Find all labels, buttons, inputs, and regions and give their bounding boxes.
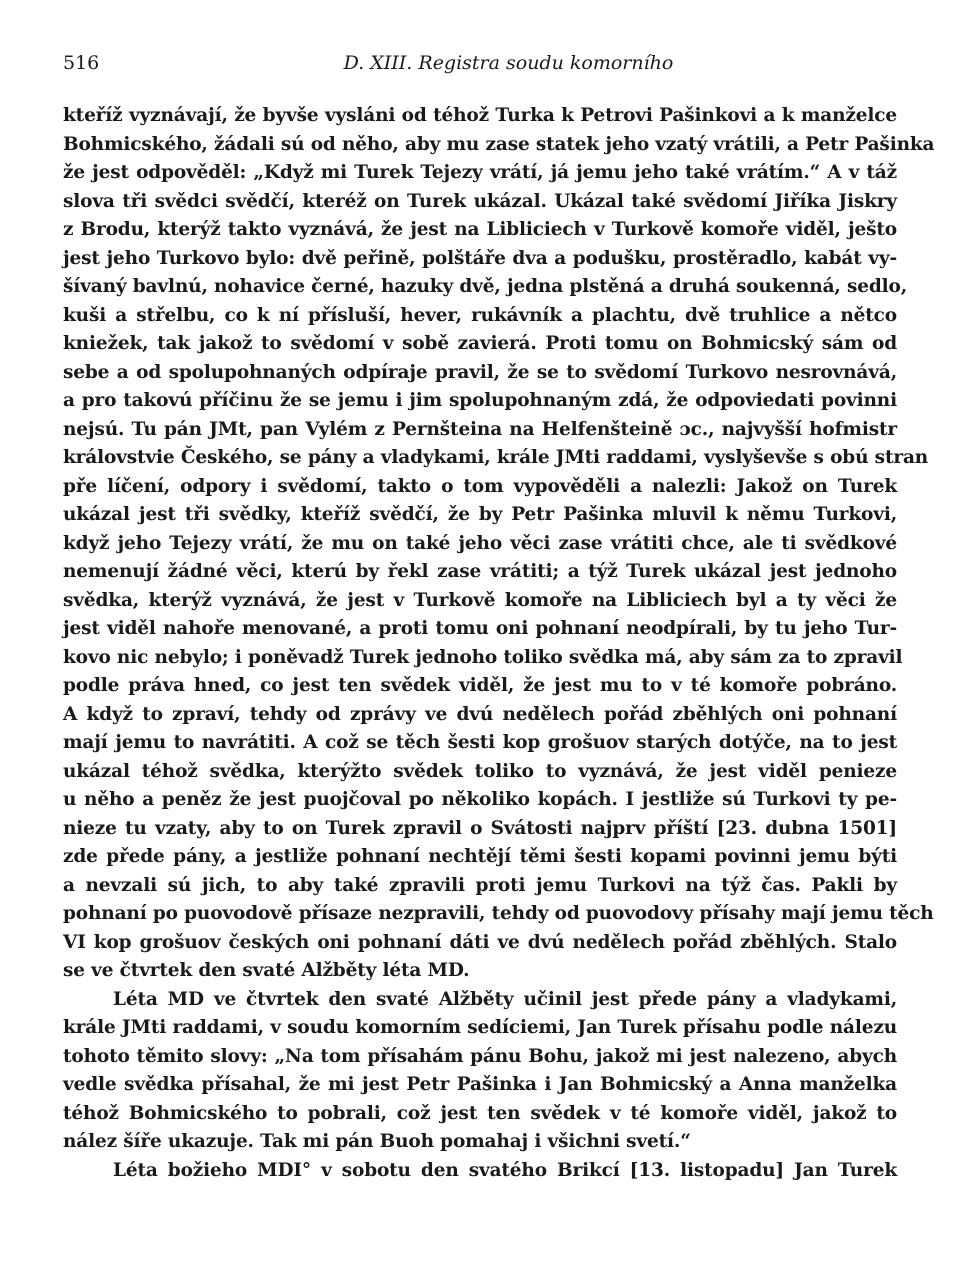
- text-line: nemenují žádné věci, kterú by řekl zase vrátiti; a týž Turek ukázal jest jednoho: [63, 561, 897, 582]
- text-line: královstvie Českého, se pány a vladykami, krále JMti raddami, vyslyševše s obú stran: [63, 447, 929, 468]
- text-line: krále JMti raddami, v soudu komorním sedíciemi, Jan Turek přísahu podle nálezu: [63, 1017, 897, 1038]
- page-header: [63, 52, 894, 82]
- body-text: [63, 102, 935, 1185]
- text-line: pohnaní po puovodově přísaze nezpravili, tehdy od puovodovy přísahy mají jemu těch: [63, 903, 934, 924]
- text-line-paragraph-start: Léta božieho MDI° v sobotu den svatého Brikcí [13. listopadu] Jan Turek: [113, 1159, 897, 1181]
- text-line: vedle svědka přísahal, že mi jest Petr Pašinka i Jan Bohmicský a Anna manželka: [63, 1074, 897, 1095]
- text-line: nejsú. Tu pán JMt, pan Vylém z Pernšteina na Helfenšteině ɔc., najvyšší hofmistr: [63, 418, 897, 440]
- text-line: nieze tu vzaty, aby to on Turek zpravil o Svátosti najprv příští [23. dubna 1501]: [63, 817, 897, 839]
- text-line: ukázal jest tři svědky, kteříž svědčí, že by Petr Pašinka mluvil k němu Turkovi,: [63, 504, 897, 525]
- text-line: tohoto těmito slovy: „Na tom přísahám pánu Bohu, jakož mi jest nalezeno, abych: [63, 1045, 897, 1067]
- text-line: kniežek, tak jakož to svědomí v sobě zavierá. Proti tomu on Bohmicský sám od: [63, 333, 897, 354]
- text-line: kteříž vyznávají, že byvše vysláni od téhož Turka k Petrovi Pašinkovi a k manželce: [63, 105, 897, 126]
- text-line: VI kop grošuov českých oni pohnaní dáti ve dvú nedělech pořád zběhlých. Stalo: [63, 931, 897, 953]
- text-line: a nevzali sú jich, to aby také zpravili proti jemu Turkovi na týž čas. Pakli by: [63, 874, 897, 896]
- text-line: ukázal téhož svědka, kterýžto svědek toliko to vyznává, že jest viděl penieze: [63, 760, 897, 782]
- text-line: mají jemu to navrátiti. A což se těch šesti kop grošuov starých dotýče, na to jest: [63, 732, 897, 753]
- text-line: kovo nic nebylo; i poněvadž Turek jednoho toliko svědka má, aby sám za to zpravil: [63, 646, 903, 668]
- text-line: sebe a od spolupohnaných odpíraje pravil, že se to svědomí Turkovo nesrovnává,: [63, 361, 897, 383]
- text-line: podle práva hned, co jest ten svědek viděl, že jest mu to v té komoře pobráno.: [63, 675, 897, 696]
- text-line: Bohmicského, žádali sú od něho, aby mu zase statek jeho vzatý vrátili, a Petr Pašinka: [63, 133, 935, 155]
- text-line-paragraph-end: nález šíře ukazuje. Tak mi pán Buoh pomahaj i všichni svetí.“: [63, 1131, 691, 1152]
- text-line: svědka, kterýž vyznává, že jest v Turkově komoře na Libliciech byl a ty věci že: [63, 589, 897, 611]
- text-line: šívaný bavlnú, nohavice černé, hazuky dvě, jedna plstěná a druhá soukenná, sedlo,: [63, 276, 908, 297]
- text-line: zde přede pány, a jestliže pohnaní nechtějí těmi šesti kopami povinni jemu býti: [63, 846, 897, 867]
- text-line: z Brodu, kterýž takto vyznává, že jest na Libliciech v Turkově komoře viděl, ještо: [63, 219, 897, 240]
- text-line: A když to zpraví, tehdy od zprávy ve dvú nedělech pořád zběhlých oni pohnaní: [63, 703, 897, 725]
- text-line-paragraph-end: se ve čtvrtek den svaté Alžběty léta MD.: [63, 960, 470, 981]
- text-line: u něho a peněz že jest puojčoval po několiko kopách. I jestliže sú Turkovi ty pe-: [63, 789, 897, 810]
- text-line: pře líčení, odpory i svědomí, takto o tom vypověděli a nalezli: Jakož on Turek: [63, 475, 897, 497]
- text-line: že jest odpověděl: „Když mi Turek Tejezy vrátí, já jemu jeho také vrátím.“ A v táž: [63, 162, 897, 183]
- text-line: když jeho Tejezy vrátí, že mu on také jeho věci zase vrátiti chce, ale ti svědkové: [63, 532, 897, 554]
- text-line: jest viděl nahoře menované, a proti tomu oni pohnaní neodpírali, by tu jeho Tur-: [63, 618, 897, 639]
- page-number: 516: [63, 52, 100, 74]
- text-line: jest jeho Turkovo bylo: dvě peřině, polštáře dva a podušku, prostěradlo, kabát vy-: [63, 247, 897, 269]
- text-line: a pro takovú příčinu že se jemu i jim spolupohnaným zdá, že odpoviedati povinni: [63, 390, 897, 411]
- text-line: slova tři svědci svědčí, kteréž on Turek ukázal. Ukázal také svědomí Jiříka Jiskry: [63, 190, 897, 212]
- text-line: kuši a střelbu, co k ní přísluší, hever, rukávník a plachtu, dvě truhlice a nětco: [63, 304, 897, 326]
- text-line-paragraph-start: Léta MD ve čtvrtek den svaté Alžběty učinil jest přede pány a vladykami,: [113, 988, 897, 1010]
- text-line: téhož Bohmicského to pobrali, což jest ten svědek v té komoře viděl, jakož to: [63, 1102, 897, 1124]
- running-title: D. XIII. Registra soudu komorního: [343, 52, 674, 74]
